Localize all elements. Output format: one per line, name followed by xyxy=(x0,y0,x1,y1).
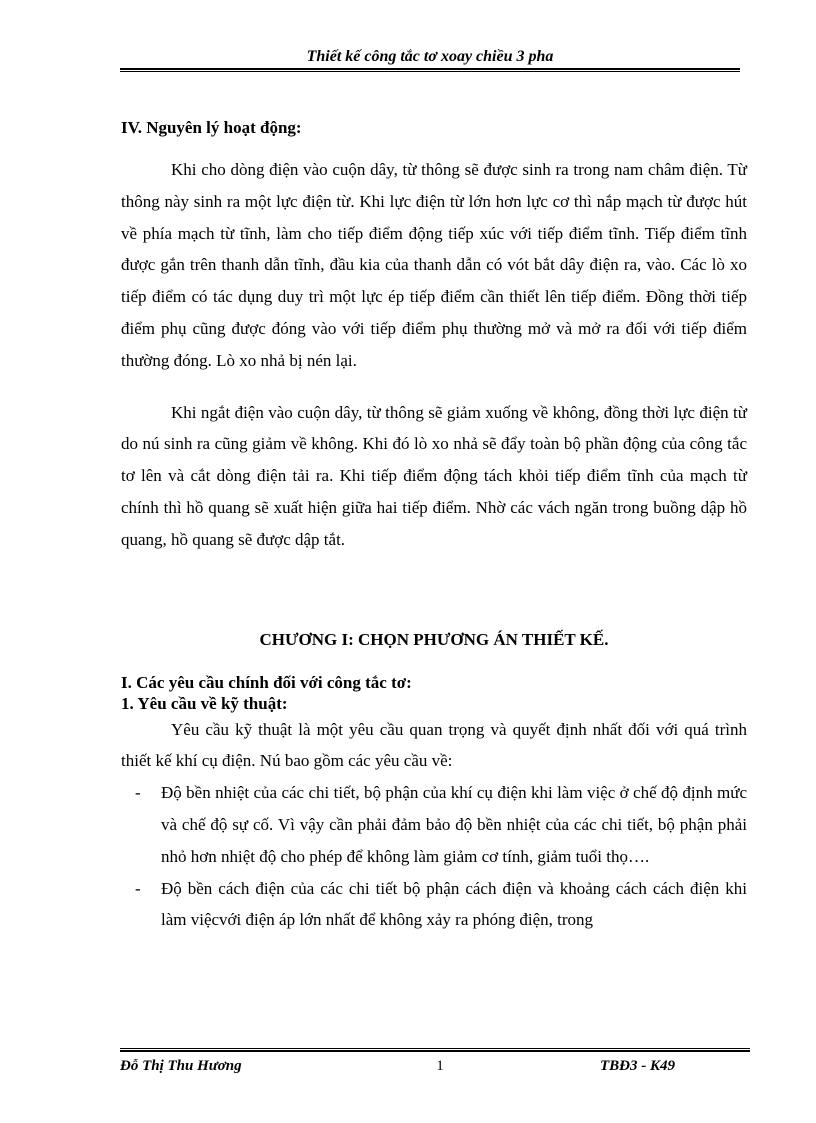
bullet-marker: - xyxy=(135,783,141,803)
bullet-text: Độ bền cách điện của các chi tiết bộ phận cách điện và khoảng cách cách điện khi làm việcvới điện áp lớn nhất để không xảy ra phóng điện, trong xyxy=(161,878,747,930)
bullet-text: Độ bền nhiệt của các chi tiết, bộ phận của khí cụ điện khi làm việc ở chế độ định mức và chế độ sự cố. Vì vậy cần phải đảm bảo độ bền nhiệt của các chi tiết, bộ phận phải nhỏ hơn nhiệt độ cho phép để không làm giảm cơ tính, giảm tuổi thọ…. xyxy=(161,783,747,866)
footer-page-number: 1 xyxy=(436,1058,444,1074)
section-iv-paragraph-2: Khi ngắt điện vào cuộn dây, từ thông sẽ giảm xuống về không, đồng thời lực điện từ do nú sinh ra cũng giảm về không. Khi đó lò xo nhả sẽ đẩy toàn bộ phần động của công tắc tơ lên và cắt dòng điện tải ra. Khi tiếp điểm động tách khỏi tiếp điểm tĩnh của mạch từ chính thì hồ quang sẽ xuất hiện giữa hai tiếp điểm. Nhờ các vách ngăn trong buồng dập hồ quang, hồ quang sẽ được dập tắt. xyxy=(121,402,747,549)
section-i-heading: I. Các yêu cầu chính đối với công tắc tơ: xyxy=(121,672,412,692)
document-body xyxy=(121,118,747,936)
section-i-sub-heading: 1. Yêu cầu về kỹ thuật: xyxy=(121,693,288,713)
section-iv-paragraph-1: Khi cho dòng điện vào cuộn dây, từ thông sẽ được sinh ra trong nam châm điện. Từ thông này sinh ra một lực điện từ. Khi lực điện từ lớn hơn lực cơ thì nắp mạch từ được hút về phía mạch từ tĩnh, làm cho tiếp điểm động tiếp xúc với tiếp điểm tĩnh. Tiếp điểm tĩnh được gắn trên thanh dẫn tĩnh, đầu kia của thanh dẫn có vót bắt dây điện ra, vào. Các lò xo tiếp điểm có tác dụng duy trì một lực ép tiếp điểm cần thiết lên tiếp điểm. Đồng thời tiếp điểm phụ cũng được đóng vào với tiếp điểm phụ thường mở và mở ra đối với tiếp điểm thường đóng. Lò xo nhả bị nén lại. xyxy=(121,160,747,370)
list-item xyxy=(121,777,747,872)
header-rule xyxy=(120,68,740,72)
bullet-marker: - xyxy=(135,878,141,898)
section-i-intro: Yêu cầu kỹ thuật là một yêu cầu quan trọng và quyết định nhất đối với quá trình thiết kế khí cụ điện. Nú bao gồm các yêu cầu về: xyxy=(121,719,747,771)
footer-author: Đỗ Thị Thu Hương xyxy=(120,1058,242,1074)
section-iv-heading: IV. Nguyên lý hoạt động: xyxy=(121,118,302,137)
chapter-title: CHƯƠNG I: CHỌN PHƯƠNG ÁN THIẾT KẾ. xyxy=(259,629,609,649)
footer-rule xyxy=(120,1048,750,1052)
page-header-title: Thiết kế công tắc tơ xoay chiều 3 pha xyxy=(306,48,554,65)
list-item xyxy=(121,873,747,937)
footer-class: TBĐ3 - K49 xyxy=(600,1058,675,1074)
